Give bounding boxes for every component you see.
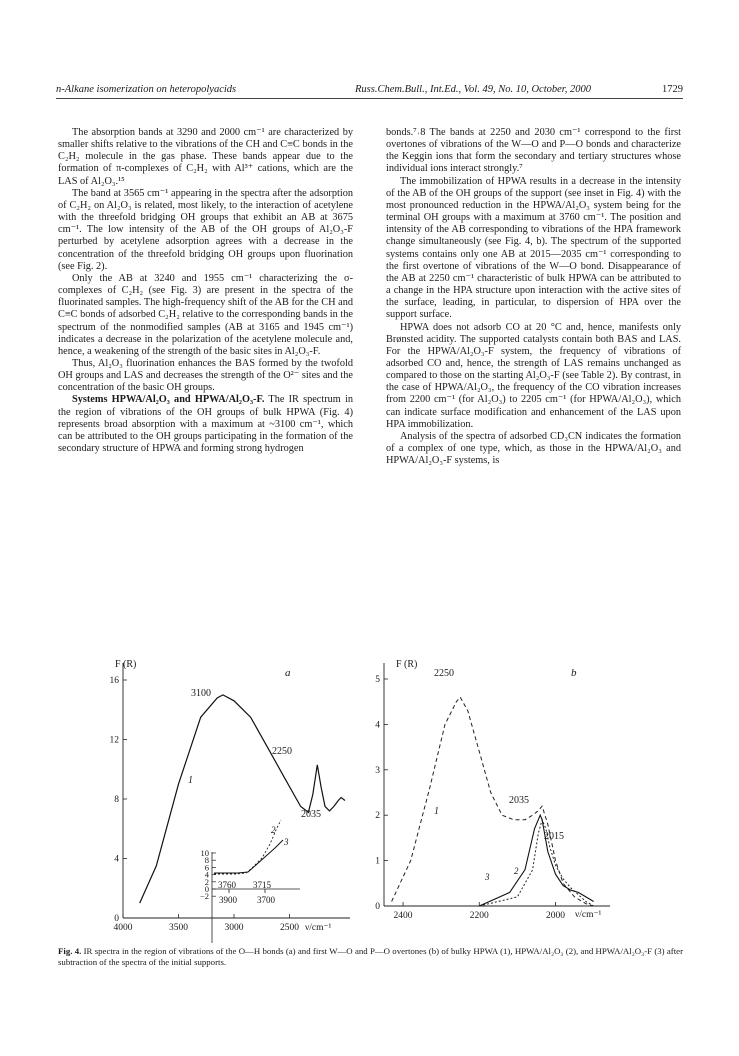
- figure-caption: [58, 946, 683, 968]
- y-tick-label: 0: [114, 914, 119, 924]
- panel-a-ylabel: F (R): [115, 659, 137, 670]
- peak-label: 2035: [509, 795, 529, 806]
- left-column: [58, 127, 353, 455]
- inset-y-tick-label: −2: [199, 891, 209, 902]
- section-heading: Systems HPWA/Al₂O₃ and HPWA/Al₂O₃-F.: [72, 394, 265, 406]
- x-tick-label: 2200: [469, 911, 489, 921]
- peak-label: 2035: [301, 809, 321, 820]
- panel-b-curve-2: [479, 820, 593, 906]
- panel-a-yticks: [110, 676, 128, 924]
- inset-xtick: 3700: [257, 895, 275, 905]
- paragraph: [58, 394, 353, 455]
- inset-xtick: 3900: [219, 895, 237, 905]
- inset-y-tick-label: 0: [204, 884, 209, 894]
- y-tick-label: 4: [114, 854, 119, 865]
- curve-label: 1: [188, 775, 193, 786]
- caption-text: IR spectra in the region of vibrations of the O—H bonds (a) and first W—O and P—O overtones (b) of bulky HPWA (1), HPWA/Al₂O₃ (2), and HPWA/Al₂O₃-F (3) after subtraction of the spectra of the initial supports.: [58, 946, 684, 967]
- y-tick-label: 0: [375, 902, 380, 912]
- panel-b-letter: b: [571, 667, 577, 679]
- paragraph: Thus, Al₂O₃ fluorination enhances the BAS formed by the twofold OH groups and LAS and decreases the strength of the O²⁻ sites and the concentration of the basic OH groups.: [58, 357, 353, 394]
- inset-y-tick-label: 10: [200, 848, 209, 858]
- section-text: The IR spectrum in the region of vibrations of the OH groups of bulk HPWA (Fig. 4) represents broad absorption with a maximum at ~3100 cm⁻¹, which can be attributed to the OH groups participating in the formation of the secondary structure of HPWA and forming strong hydrogen: [58, 394, 354, 455]
- x-tick-label: 4000: [113, 923, 133, 933]
- curve-label: 2: [514, 866, 519, 876]
- inset-y-tick-label: 8: [204, 855, 209, 866]
- panel-a-curve-1: [140, 695, 345, 903]
- inset-y-tick-label: 2: [204, 876, 209, 887]
- panel-b-curve-3: [479, 815, 593, 906]
- peak-label: 3100: [191, 688, 211, 699]
- x-tick-label: 2400: [393, 911, 413, 921]
- inset-peak-label: 3715: [253, 880, 271, 890]
- x-tick-label: 3000: [224, 923, 244, 933]
- y-tick-label: 12: [109, 735, 119, 746]
- y-tick-label: 5: [375, 675, 380, 685]
- panel-b-axes: [384, 663, 610, 906]
- paragraph: bonds.⁷˒8 The bands at 2250 and 2030 cm⁻¹ correspond to the first overtones of vibrations of the W—O and P—O bonds and characterize the Keggin ions that form the secondary and tertiary structures whose individual ions interact strongly.⁷: [386, 127, 681, 175]
- y-tick-label: 2: [375, 811, 380, 822]
- figure-4: [0, 655, 739, 945]
- y-tick-label: 3: [375, 765, 380, 776]
- running-header: [56, 84, 683, 99]
- inset-curve-label: 3: [284, 837, 289, 847]
- panel-b-curve-1: [392, 697, 594, 906]
- y-tick-label: 1: [375, 856, 380, 867]
- panel-b-xunit: ν/cm⁻¹: [575, 910, 602, 920]
- inset-curve-3: [214, 840, 283, 873]
- peak-label: 2250: [272, 746, 292, 757]
- x-tick-label: 2500: [280, 923, 299, 933]
- header-title: n-Alkane isomerization on heteropolyacids: [56, 84, 237, 95]
- paragraph: Only the AB at 3240 and 1955 cm⁻¹ characterizing the σ-complexes of C₂H₂ (see Fig. 3) are present in the spectra of the fluorinated samples. The high-frequency shift of the AB for the CH and C≡C bonds of adsorbed C₂H₂ relative to the corresponding bands in the spectrum of the nonmodified samples (AB at 3165 and 1945 cm⁻¹) indicates a decrease in the polarization of the acetylene molecule and, hence, a weakening of the strength of the basic sites in Al₂O₃-F.: [58, 272, 353, 357]
- peak-label: 2015: [544, 831, 564, 842]
- paragraph: The immobilization of HPWA results in a decrease in the intensity of the AB of the OH groups of the support (see inset in Fig. 4) with the most pronounced reduction in the HPWA/Al₂O₃ system being for the terminal OH groups with a maximum at 3760 cm⁻¹. The position and intensity of the AB corresponding to vibrations of the HPA framework change simultaneously (see Fig. 4, b). The spectrum of the supported systems contains only one AB at 2015—2035 cm⁻¹ corresponding to the first overtone of vibrations of the W—O bond. Disappearance of the AB at 2250 cm⁻¹ characteristic of bulk HPWA can be attributed to a change in the HPA structure upon interaction with the active sites of the surface, leading, in particular, to dispersion of HPA over the support surface.: [386, 175, 681, 321]
- paragraph: The absorption bands at 3290 and 2000 cm⁻¹ are characterized by smaller shifts relative to the vibrations of the CH and C≡C bonds in the C₂H₂ molecule in the gas phase. These bands appear due to the formation of π-complexes of C₂H₂ with Al³⁺ cations, which are the LAS of Al₂O₃.¹⁵: [58, 127, 353, 187]
- panel-b-yticks: [375, 675, 388, 912]
- right-column: [386, 127, 681, 467]
- inset-y-tick-label: 6: [204, 862, 209, 873]
- panel-a-xunit: ν/cm⁻¹: [305, 923, 332, 933]
- page-number: 1729: [662, 84, 683, 95]
- panel-a-xticks: [114, 914, 300, 933]
- y-tick-label: 16: [109, 676, 119, 686]
- panel-a-letter: a: [285, 667, 291, 679]
- paragraph: Analysis of the spectra of adsorbed CD₃CN indicates the formation of a complex of one type, which, as those in the HPWA/Al₂O₃ and HPWA/Al₂O₃-F systems, is: [386, 430, 681, 467]
- curve-label: 1: [434, 806, 439, 817]
- panel-b-xticks: [394, 902, 566, 921]
- y-tick-label: 8: [114, 795, 119, 805]
- y-tick-label: 4: [375, 720, 380, 731]
- peak-label: 2250: [434, 668, 454, 679]
- panel-b-ylabel: F (R): [396, 659, 418, 670]
- inset-y-tick-label: 4: [204, 869, 209, 880]
- caption-label: Fig. 4.: [58, 946, 82, 956]
- panel-a-axes: [123, 663, 350, 918]
- figure-4-svg: [0, 655, 739, 945]
- x-tick-label: 2000: [545, 911, 565, 921]
- inset-peak-label: 3760: [218, 880, 236, 890]
- curve-label: 3: [485, 872, 490, 882]
- x-tick-label: 3500: [169, 923, 188, 933]
- header-journal: Russ.Chem.Bull., Int.Ed., Vol. 49, No. 10, October, 2000: [355, 84, 591, 95]
- inset-yticks: [200, 848, 216, 901]
- paragraph: HPWA does not adsorb CO at 20 °C and, hence, manifests only Brønsted acidity. The supported catalysts contain both BAS and LAS. For the HPWA/Al₂O₃-F system, the frequency of vibrations of adsorbed CO and, hence, the strength of LAS remains unchanged as compared to those on the starting Al₂O₃-F (see Table 2). By contrast, in the case of HPWA/Al₂O₃, the frequency of the CO vibration increases from 2200 cm⁻¹ (for Al₂O₃) to 2205 cm⁻¹ (for HPWA/Al₂O₃), which can indicate surface modification and enhancement of the LAS upon HPA immobilization.: [386, 321, 681, 430]
- inset-curve-label: 2: [271, 825, 276, 835]
- paragraph: The band at 3565 cm⁻¹ appearing in the spectra after the adsorption of C₂H₂ on Al₂O₃ is related, most likely, to the interaction of acetylene with the threefold bridging OH groups that exhibit an AB at 3675 cm⁻¹. The low intensity of the AB of the OH groups of Al₂O₃-F perturbed by acetylene adsorption agrees with a decrease in the concentration of the threefold bridging OH groups upon fluorination (see Fig. 2).: [58, 187, 353, 272]
